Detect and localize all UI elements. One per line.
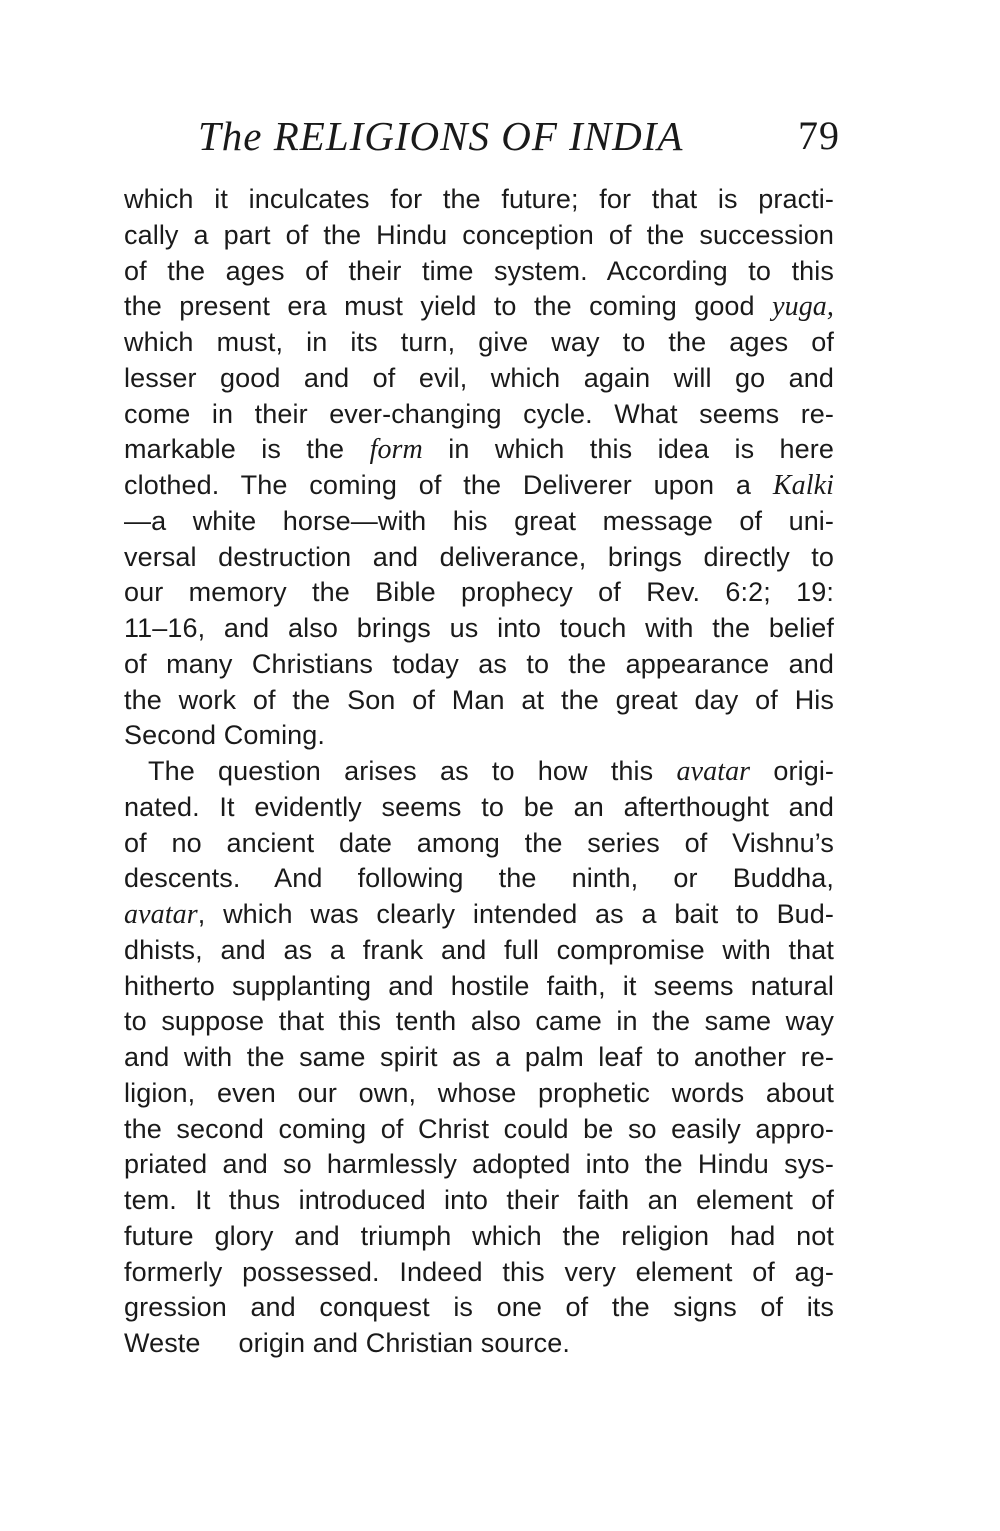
text-run: Weste — [124, 1328, 201, 1358]
text-line — [124, 754, 834, 790]
text-line — [124, 468, 834, 504]
text-line: descents. And following the ninth, or Buddha, — [124, 863, 834, 894]
page-number: 79 — [798, 113, 840, 158]
text-line: future glory and triumph which the religion had not — [124, 1220, 834, 1251]
text-run: , which was clearly intended as a bait to Bud- — [197, 899, 834, 929]
running-head — [124, 112, 840, 182]
text-line: the work of the Son of Man at the great day of His — [124, 684, 834, 715]
text-line: nated. It evidently seems to be an afterthought and — [124, 791, 834, 822]
text-line: 11–16, and also brings us into touch with the belief — [124, 613, 834, 643]
text-line: which it inculcates for the future; for that is practi- — [124, 184, 834, 214]
text-line: come in their ever-changing cycle. What seems re- — [124, 398, 834, 429]
text-line: of many Christians today as to the appearance and — [124, 648, 834, 679]
italic-term-avatar: avatar — [676, 756, 751, 787]
text-line: tem. It thus introduced into their faith an element of — [124, 1185, 834, 1215]
text-line: and with the same spirit as a palm leaf to another re- — [124, 1042, 834, 1072]
book-page — [124, 112, 840, 1362]
italic-term-form: form — [369, 434, 423, 466]
text-line — [124, 1326, 834, 1362]
text-line: dhists, and as a frank and full compromise with that — [124, 934, 834, 965]
text-line: of the ages of their time system. According to this — [124, 255, 834, 286]
text-run: clothed. The coming of the Deliverer upon a — [124, 470, 773, 500]
text-line: the second coming of Christ could be so easily appro- — [124, 1113, 834, 1144]
text-line — [124, 289, 834, 325]
text-run: in which this idea is here — [422, 434, 834, 465]
text-line — [124, 432, 834, 468]
text-line: cally a part of the Hindu conception of the succession — [124, 219, 834, 250]
text-line: lesser good and of evil, which again will go and — [124, 362, 834, 393]
text-line: ligion, even our own, whose prophetic words about — [124, 1077, 834, 1108]
text-run: The question arises as to how this — [148, 756, 677, 786]
text-line: formerly possessed. Indeed this very element of ag- — [124, 1256, 834, 1287]
text-line: of no ancient date among the series of Vishnu’s — [124, 827, 834, 858]
text-line: gression and conquest is one of the signs of its — [124, 1292, 834, 1323]
italic-term-yuga: yuga, — [772, 291, 834, 323]
running-head-title: The RELIGIONS OF INDIA — [198, 113, 684, 159]
text-line: Second Coming. — [124, 720, 326, 751]
text-line: which must, in its turn, give way to the ages of — [124, 327, 834, 357]
text-line: versal destruction and deliverance, brings directly to — [124, 541, 834, 572]
italic-term-avatar: avatar — [124, 899, 198, 930]
italic-term-kalki: Kalki — [772, 470, 834, 501]
text-line: our memory the Bible prophecy of Rev. 6:2; 19: — [124, 577, 834, 608]
text-line: hitherto supplanting and hostile faith, it seems natural — [124, 970, 834, 1001]
text-run: the present era must yield to the coming good — [124, 291, 773, 322]
text-line: priated and so harmlessly adopted into the Hindu sys- — [124, 1149, 834, 1180]
text-line — [124, 897, 834, 933]
text-run: origin and Christian source. — [238, 1328, 570, 1358]
text-line: —a white horse—with his great message of uni- — [124, 505, 834, 536]
text-run: markable is the — [124, 434, 370, 465]
text-line: to suppose that this tenth also came in the same way — [124, 1006, 834, 1037]
text-run: origi- — [750, 756, 835, 786]
body-text — [124, 182, 834, 1362]
